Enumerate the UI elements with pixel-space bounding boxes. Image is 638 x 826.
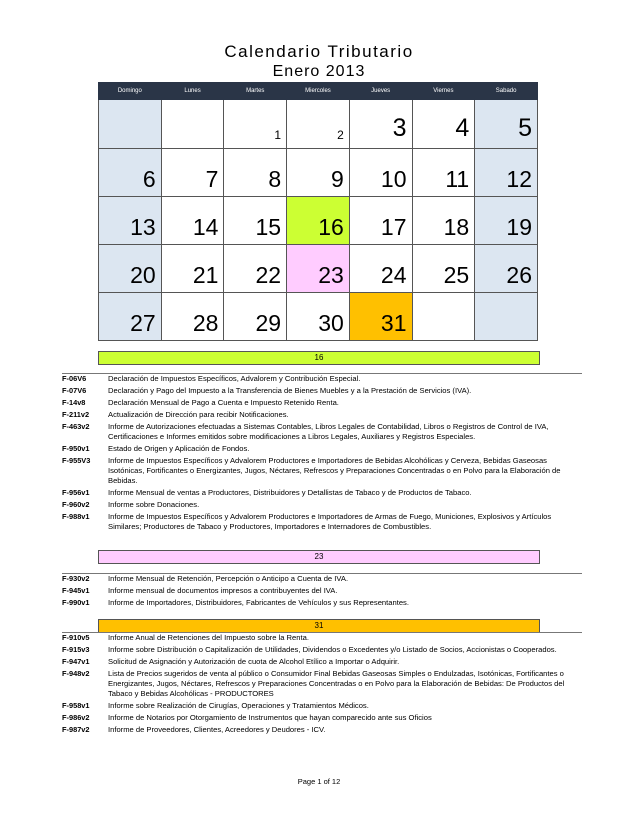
calendar-day: 9: [287, 149, 350, 197]
calendar-day: 24: [349, 245, 412, 293]
list-item: [62, 598, 582, 608]
form-description: Declaración Mensual de Pago a Cuenta e Impuesto Retenido Renta.: [108, 398, 339, 407]
section-band-16: 16: [98, 351, 540, 365]
weekday-header: Lunes: [161, 83, 224, 100]
calendar-day: 20: [99, 245, 162, 293]
form-code: F-915v3: [62, 645, 90, 654]
calendar-day: 21: [161, 245, 224, 293]
form-description: Actualización de Dirección para recibir Notificaciones.: [108, 410, 289, 419]
form-description: Lista de Precios sugeridos de venta al público o Consumidor Final Bebidas Gaseosas Simples o Endulzadas, Isotónicas, Fortificantes o Energizantes, Jugos, Néctares, Refrescos y Preparaciones Concentradas o en Polvo para la Elaboración de Bebidas: De Productos del Tabaco y Bebidas Alcohólicas - PRODUCTORES: [108, 669, 565, 698]
page-title: Calendario Tributario: [224, 42, 414, 61]
form-description: Informe sobre Realización de Cirugías, Operaciones y Tratamientos Médicos.: [108, 701, 369, 710]
calendar-day: 2: [287, 100, 350, 149]
weekday-header: Viernes: [412, 83, 475, 100]
calendar-day: 8: [224, 149, 287, 197]
section-band-31: 31: [98, 619, 540, 633]
section-list-16: [62, 373, 582, 534]
form-code: F-987v2: [62, 725, 90, 734]
weekday-header: Sabado: [475, 83, 538, 100]
calendar-day: [161, 100, 224, 149]
form-code: F-463v2: [62, 422, 90, 431]
list-item: [62, 713, 582, 723]
form-description: Informe sobre Distribución o Capitalización de Utilidades, Dividendos o Excedentes y/o Listado de Socios, Accionistas o Cooperados.: [108, 645, 557, 654]
calendar-day-highlight: 23: [287, 245, 350, 293]
calendar-day: 5: [475, 100, 538, 149]
calendar-day: 30: [287, 293, 350, 341]
calendar-day: 1: [224, 100, 287, 149]
list-item: [62, 633, 582, 643]
list-item: [62, 669, 582, 699]
form-code: F-986v2: [62, 713, 90, 722]
calendar-day: 13: [99, 197, 162, 245]
calendar-week: [99, 245, 538, 293]
list-item: [62, 410, 582, 420]
form-code: F-211v2: [62, 410, 90, 419]
calendar-week: [99, 149, 538, 197]
calendar-day: 7: [161, 149, 224, 197]
form-description: Solicitud de Asignación y Autorización de cuota de Alcohol Etílico a Importar o Adquirir.: [108, 657, 400, 666]
calendar-day: 4: [412, 100, 475, 149]
calendar-day: 15: [224, 197, 287, 245]
weekday-header: Miercoles: [287, 83, 350, 100]
list-item: [62, 701, 582, 711]
calendar-day: [475, 293, 538, 341]
section-list-31: [62, 632, 582, 737]
calendar-week: [99, 293, 538, 341]
form-description: Informe de Autorizaciones efectuadas a Sistemas Contables, Libros Legales de Contabilidad, Libros o Registros de Control de IVA, Certificaciones e Informes emitidos sobre modificaciones a Libros Legales, Auxiliares y Registros Especiales.: [108, 422, 549, 441]
calendar-day-highlight: 16: [287, 197, 350, 245]
list-item: [62, 500, 582, 510]
calendar-day-highlight: 31: [349, 293, 412, 341]
calendar-week: [99, 100, 538, 149]
list-item: [62, 386, 582, 396]
form-description: Informe Mensual de ventas a Productores, Distribuidores y Detallistas de Tabaco y de Productos de Tabaco.: [108, 488, 472, 497]
list-item: [62, 488, 582, 498]
list-item: [62, 725, 582, 735]
form-description: Informe de Notarios por Otorgamiento de Instrumentos que hayan comparecido ante sus Oficios: [108, 713, 432, 722]
list-item: [62, 574, 582, 584]
list-item: [62, 512, 582, 532]
list-item: [62, 586, 582, 596]
calendar-day: 19: [475, 197, 538, 245]
form-code: F-960v2: [62, 500, 90, 509]
calendar-grid: [98, 82, 538, 341]
form-code: F-06V6: [62, 374, 87, 383]
form-code: F-988v1: [62, 512, 90, 521]
list-item: [62, 422, 582, 442]
form-code: F-07V6: [62, 386, 87, 395]
form-code: F-947v1: [62, 657, 90, 666]
calendar-day: 25: [412, 245, 475, 293]
calendar-day: 10: [349, 149, 412, 197]
list-item: [62, 398, 582, 408]
form-code: F-956v1: [62, 488, 90, 497]
calendar-day: 3: [349, 100, 412, 149]
calendar-day: 18: [412, 197, 475, 245]
calendar-day: 22: [224, 245, 287, 293]
section-band-23: 23: [98, 550, 540, 564]
form-code: F-945v1: [62, 586, 90, 595]
weekday-header: Martes: [224, 83, 287, 100]
form-code: F-910v5: [62, 633, 90, 642]
list-item: [62, 645, 582, 655]
list-item: [62, 444, 582, 454]
form-description: Informe sobre Donaciones.: [108, 500, 200, 509]
form-description: Informe de Impuestos Específicos y Advalorem Productores e Importadores de Bebidas Alcohólicas y Cerveza, Bebidas Gaseosas Isotónicas, Fortificantes o Energizantes, Jugos, Néctares, Refrescos y Preparaciones Concentradas o en Polvo para la Elaboración de Bebidas.: [108, 456, 561, 485]
form-code: F-955V3: [62, 456, 91, 465]
form-description: Informe de Importadores, Distribuidores, Fabricantes de Vehículos y sus Representantes.: [108, 598, 409, 607]
list-item: [62, 657, 582, 667]
form-code: F-950v1: [62, 444, 90, 453]
calendar-day: 29: [224, 293, 287, 341]
form-description: Estado de Origen y Aplicación de Fondos.: [108, 444, 250, 453]
calendar-day: 17: [349, 197, 412, 245]
list-item: [62, 456, 582, 486]
form-description: Informe mensual de documentos impresos a contribuyentes del IVA.: [108, 586, 338, 595]
weekday-header: Domingo: [99, 83, 162, 100]
page-subtitle: Enero 2013: [272, 63, 366, 80]
weekday-header-row: [99, 83, 538, 100]
weekday-header: Jueves: [349, 83, 412, 100]
form-code: F-948v2: [62, 669, 90, 678]
calendar-day: 14: [161, 197, 224, 245]
form-description: Declaración y Pago del Impuesto a la Transferencia de Bienes Muebles y a la Prestación de Servicios (IVA).: [108, 386, 472, 395]
calendar-day: 28: [161, 293, 224, 341]
calendar-day: 6: [99, 149, 162, 197]
form-code: F-958v1: [62, 701, 90, 710]
calendar-day: 12: [475, 149, 538, 197]
list-item: [62, 374, 582, 384]
form-description: Informe de Proveedores, Clientes, Acreedores y Deudores - ICV.: [108, 725, 326, 734]
calendar-day: 11: [412, 149, 475, 197]
calendar-day: 26: [475, 245, 538, 293]
form-description: Informe de Impuestos Específicos y Advalorem Productores e Importadores de Armas de Fuego, Municiones, Explosivos y Artículos Similares; Productores de Tabaco y Productores, Importadores e Internadores de Combustibles.: [108, 512, 552, 531]
page-footer: Page 1 of 12: [297, 777, 341, 786]
form-description: Declaración de Impuestos Específicos, Advalorem y Contribución Especial.: [108, 374, 361, 383]
form-code: F-930v2: [62, 574, 90, 583]
calendar-day: 27: [99, 293, 162, 341]
calendar-day: [99, 100, 162, 149]
calendar-day: [412, 293, 475, 341]
form-code: F-990v1: [62, 598, 90, 607]
calendar-week: [99, 197, 538, 245]
form-description: Informe Anual de Retenciones del Impuesto sobre la Renta.: [108, 633, 309, 642]
form-description: Informe Mensual de Retención, Percepción o Anticipo a Cuenta de IVA.: [108, 574, 349, 583]
form-code: F-14v8: [62, 398, 86, 407]
section-list-23: [62, 573, 582, 610]
